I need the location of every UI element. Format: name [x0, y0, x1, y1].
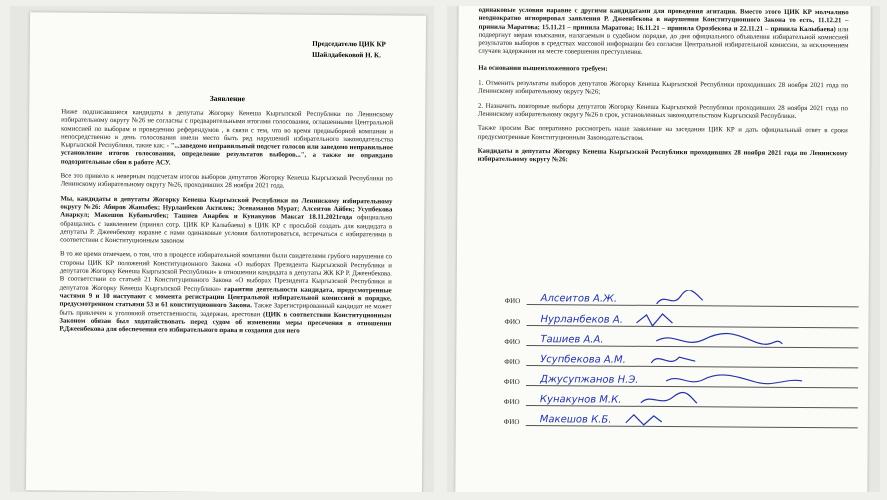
paragraph-3: [60, 195, 392, 248]
photo-page-1: [10, 6, 434, 492]
continuation-paragraph: [478, 7, 848, 59]
paragraph-4-bold: гарантии деятельности кандидата, предусмотренные частями 9 и 10 наступают с момента регистрации Центральной избирательной комиссией в порядке, предусмотренном статьями 53 и 61 конституционного Закона.: [59, 285, 392, 310]
demand-1: 1. Отменить результаты выборов депутатов Жогорку Кенеша Кыргызской Республики проходивших 28 ноября 2021 года по Ленинскому избирательному округу №26;: [478, 79, 849, 96]
addressee-line-1: Председателю ЦИК КР: [312, 39, 386, 49]
signature-flourish: [634, 311, 674, 329]
signature-row: [504, 368, 858, 390]
addressee-line-2: Шайлдабековой Н. К.: [312, 50, 381, 60]
document-title: Заявление: [209, 93, 245, 104]
addressee-block: [312, 39, 386, 62]
handwritten-signature: Нурланбеков А.: [540, 314, 623, 326]
signature-row: [504, 408, 858, 430]
fio-label: ФИО: [504, 337, 521, 347]
paragraph-2: Все это привело к неверным подсчетам итогов выборов депутатов Жогорку Кенеша Кыргызской Республики по Ленинскому избирательному округу №26, проходивших 28 ноября 2021 года.: [60, 172, 393, 190]
demand-2: 2. Назначить повторные выборы депутатов Жогорку Кенеша Кыргызской Республики проходивших 28 ноября 2021 года по Ленинскому избирательному округу №26 в срок, установленных законодательством Кыргызской Республики.: [477, 102, 849, 120]
paragraph-4-bold-2: (ЦИК в соответствии Конституционным Законом обязан был ходатайствовать перед судом об изменении меры пресечения в отношении Р.Джеенбекова для обеспечения его избирательного права и создания для него: [59, 310, 392, 335]
signature-row: [504, 348, 858, 370]
signature-line: [526, 425, 858, 428]
handwritten-signature: Кунакунов М.К.: [539, 394, 622, 406]
handwritten-signature: Джусупжанов Н.Э.: [540, 374, 639, 386]
signature-flourish: [655, 290, 705, 308]
paragraph-4-rest: Также Зарегистрированный кандидат не может быть привлечен к уголовной ответственности, задержан, арестован: [59, 302, 392, 318]
continuation-bold: одинаковые условия наравне с другими кандидатами для проведения агитации. Вместо этого ЦИК КР молчаливо неоднократно игнорировал заявления Р. Джеенбекова в нарушении Конституционного Закона то есть, 11.12.21 – принила Маратова; 15.11.21 – принила Маратова; 16.11.21 – принила Орозбекова и 22.11.21 – принила Калыбаева): [478, 6, 849, 33]
fio-label: ФИО: [503, 417, 520, 427]
statement-body: [59, 109, 393, 343]
fio-label: ФИО: [504, 357, 520, 367]
paragraph-4-text: В то же время отмечаем, о том, что в процессе избирательной компании были свидетелями грубого нарушения со стороны ЦИК КР положений Конституционного Закона «О выборах Президента Кыргызской Республики и депутатов Жогорку Кенеша Кыргызской Республики» в отношении кандидата в депутаты ЖК КР Р. Джеенбекова. В соответствии со статьей 21 Конституционного Закона «О выборах Президента Кыргызской Республики и депутатов Жогорку Кенеша Кыргызской Республики»: [59, 251, 392, 293]
handwritten-signature: Усупбекова А.М.: [540, 354, 626, 366]
paragraph-3-bold: Мы, кандидаты в депутаты Жогорку Кенеша Кыргызской Республики по Ленинскому избирательному округу №26: Абиров Жаныбек; Нурланбеков Актилек; Эсенаманов Мурат; Алсеитов Айбек; Усупбекова Анаркул; Макешов Кубанычбек; Ташиев Анарбек и Кунакунов Максат 18.11.2021года: [60, 195, 393, 222]
signature-flourish: [664, 371, 804, 390]
handwritten-signature: Алсеитов А.Ж.: [540, 293, 618, 305]
signature-flourish: [649, 351, 699, 369]
fio-label: ФИО: [504, 296, 521, 306]
continuation-body: [478, 7, 849, 173]
closing-candidates: Кандидаты в депутаты Жогорку Кенеша Кыргызской Республики проходивших 28 ноября 2021 года по Ленинскому избирательному округу №26:: [477, 147, 848, 164]
continuation-text: или подвергнут мерам взыскания, налагаемым в судебном порядке, до дня официального объявления избирательной комиссией результатов выборов в средствах массовой информации без согласия Центральной избирательной комиссии, за исключением случаев задержания на месте совершения преступления.: [478, 25, 849, 57]
paper-sheet-1: [26, 12, 426, 492]
paragraph-1: [61, 109, 393, 170]
signature-row: [504, 308, 858, 330]
signature-row: [504, 388, 858, 410]
paragraph-1-text: Ниже подписавшиеся кандидаты в депутаты Жогорку Кенеша Кыргызской Республики по Ленинскому избирательному округу №26 не согласны с предварительными итогами голосования, оглашенными Центральной комиссией по выборам и проведению референдумов , в связи с тем, что во время предвыборной компании и непосредственно в день голосования имели место быть ряд нарушений избирательного законодательства Кыргызской Республики, такие как:: [60, 108, 394, 150]
signature-row: [504, 328, 858, 350]
fio-label: ФИО: [503, 397, 520, 407]
signature-flourish: [639, 391, 699, 409]
request-paragraph: Также просим Вас оперативно рассмотреть наше заявление на заседании ЦИК КР и дать официальный ответ в сроки предусмотренные Конституционным Законодательством.: [477, 124, 848, 142]
paragraph-3-text: официально обращались с заявлением (принял сотр. ЦИК КР Калыбаева) в ЦИК КР с просьбой создать для кандидата в депутаты Р. Джеенбекову наравне с нами одинаковые условия баллотироваться, встречаться с избирателями в соответствии с Конституционным законом: [60, 214, 393, 245]
handwritten-signature: Макешов К.Б.: [539, 414, 612, 426]
fio-label: ФИО: [504, 317, 521, 327]
paper-sheet-2: [455, 6, 870, 492]
paragraph-4: [59, 251, 392, 337]
signature-flourish: [654, 331, 784, 350]
fio-label: ФИО: [504, 377, 520, 387]
handwritten-signature: Ташиев А.А.: [540, 334, 604, 346]
demands-heading: На основании вышеизложенного требуем:: [478, 64, 608, 73]
signature-row: [505, 287, 859, 309]
photo-page-2: [447, 6, 880, 492]
signature-flourish: [624, 411, 664, 429]
paragraph-1-bold: - "...заведомо неправильный подсчет голосов или заведомо неправильное установление итогов голосования, определение результатов выборов...", а также не оправдано подозрительные сбои в работе АСУ.: [60, 142, 393, 167]
